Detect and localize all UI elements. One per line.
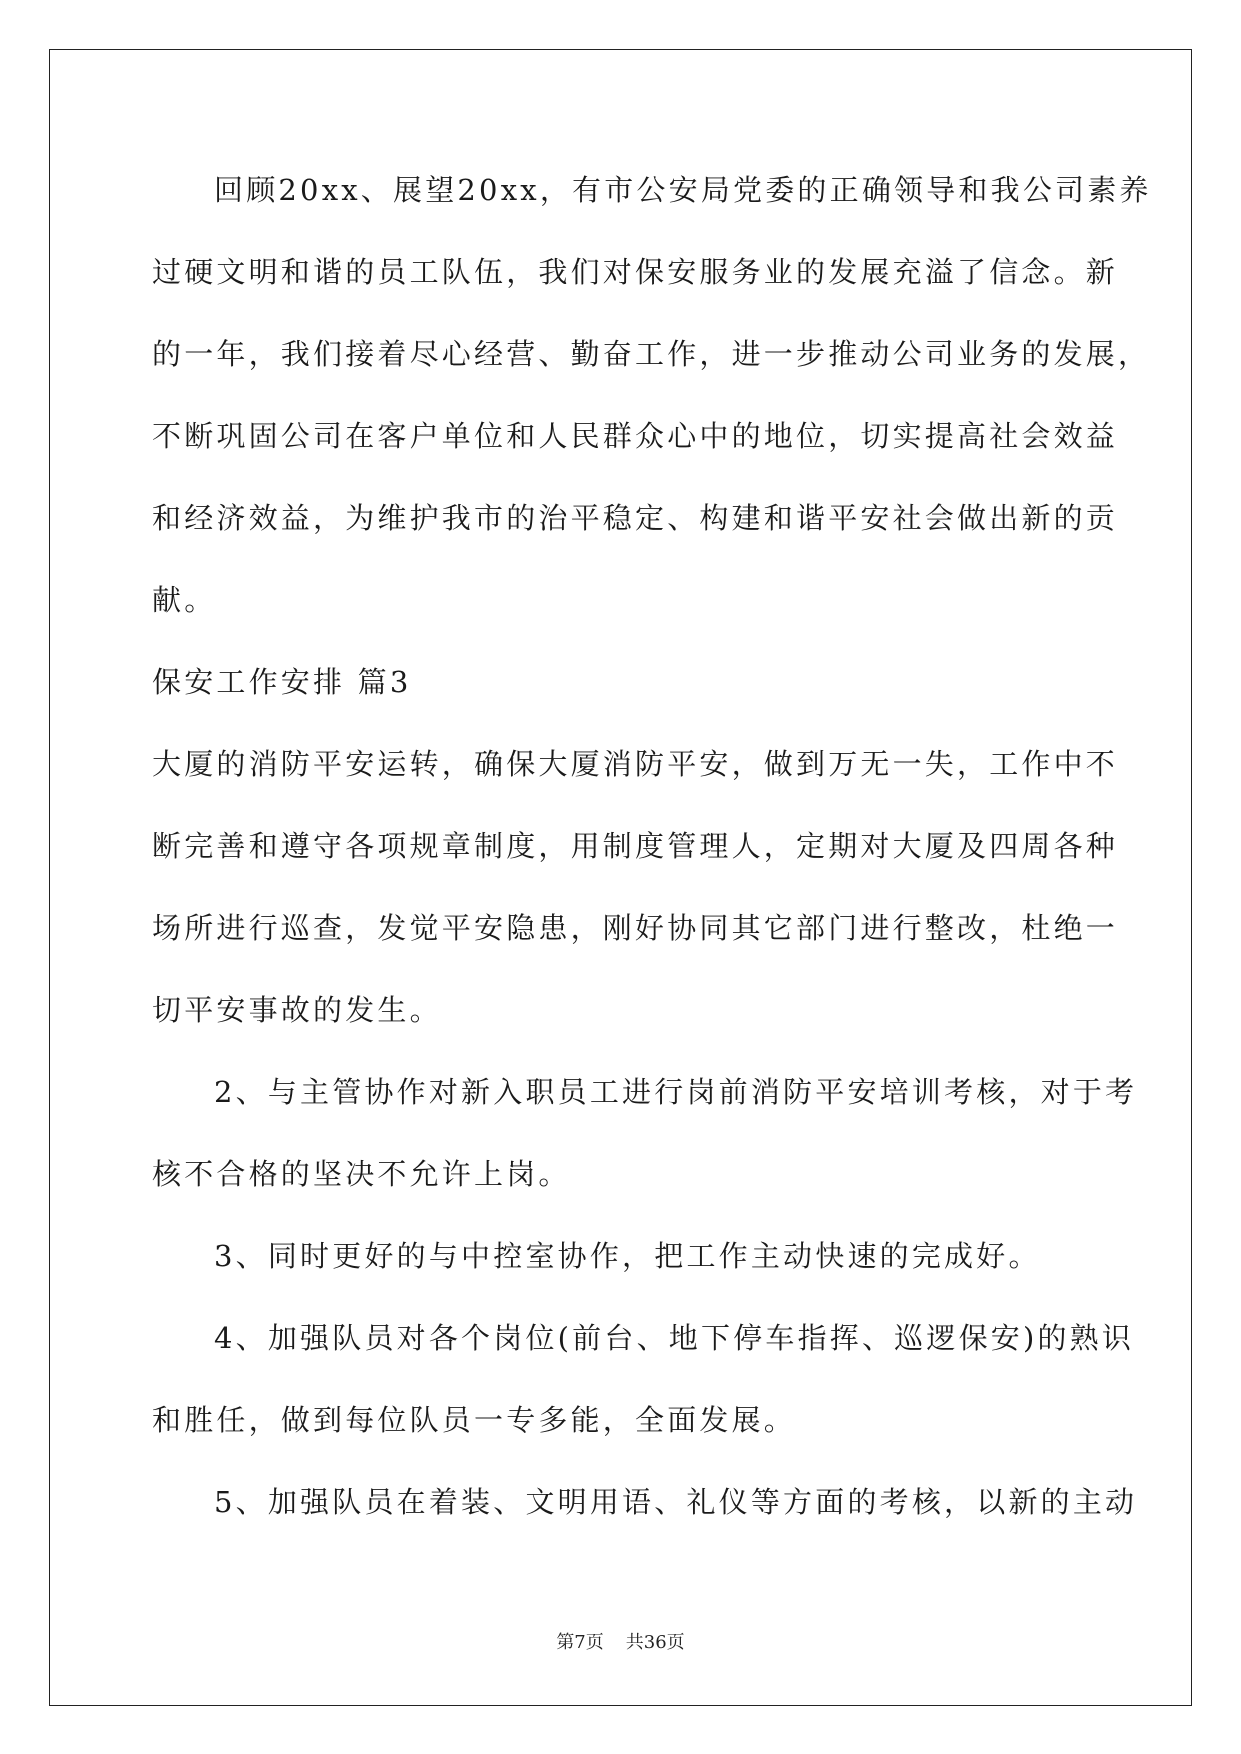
text-line: 回顾20xx、展望20xx，有市公安局党委的正确领导和我公司素养 (214, 173, 1152, 207)
text-line: 断完善和遵守各项规章制度，用制度管理人，定期对大厦及四周各种 (152, 829, 1119, 863)
text-line: 3、同时更好的与中控室协作，把工作主动快速的完成好。 (214, 1239, 1041, 1273)
text-line: 的一年，我们接着尽心经营、勤奋工作，进一步推动公司业务的发展， (152, 337, 1151, 371)
section-heading: 保安工作安排 篇3 (152, 665, 412, 699)
document-body (152, 155, 1152, 1549)
page-footer (0, 1628, 1241, 1654)
text-line: 和经济效益，为维护我市的治平稳定、构建和谐平安社会做出新的贡 (152, 501, 1119, 535)
text-line: 大厦的消防平安运转，确保大厦消防平安，做到万无一失，工作中不 (152, 747, 1119, 781)
page-number: 第7页 (556, 1632, 604, 1653)
text-line: 场所进行巡查，发觉平安隐患，刚好协同其它部门进行整改，杜绝一 (152, 911, 1119, 945)
text-line: 核不合格的坚决不允许上岗。 (152, 1157, 571, 1191)
text-line: 4、加强队员对各个岗位(前台、地下停车指挥、巡逻保安)的熟识 (214, 1321, 1135, 1355)
text-line: 5、加强队员在着装、文明用语、礼仪等方面的考核，以新的主动 (214, 1485, 1138, 1519)
text-line: 切平安事故的发生。 (152, 993, 442, 1027)
text-line: 献。 (152, 583, 217, 617)
page-total: 共36页 (625, 1632, 685, 1653)
text-line: 不断巩固公司在客户单位和人民群众心中的地位，切实提高社会效益 (152, 419, 1119, 453)
text-line: 和胜任，做到每位队员一专多能，全面发展。 (152, 1403, 797, 1437)
text-line: 过硬文明和谐的员工队伍，我们对保安服务业的发展充溢了信念。新 (152, 255, 1119, 289)
text-line: 2、与主管协作对新入职员工进行岗前消防平安培训考核，对于考 (214, 1075, 1138, 1109)
